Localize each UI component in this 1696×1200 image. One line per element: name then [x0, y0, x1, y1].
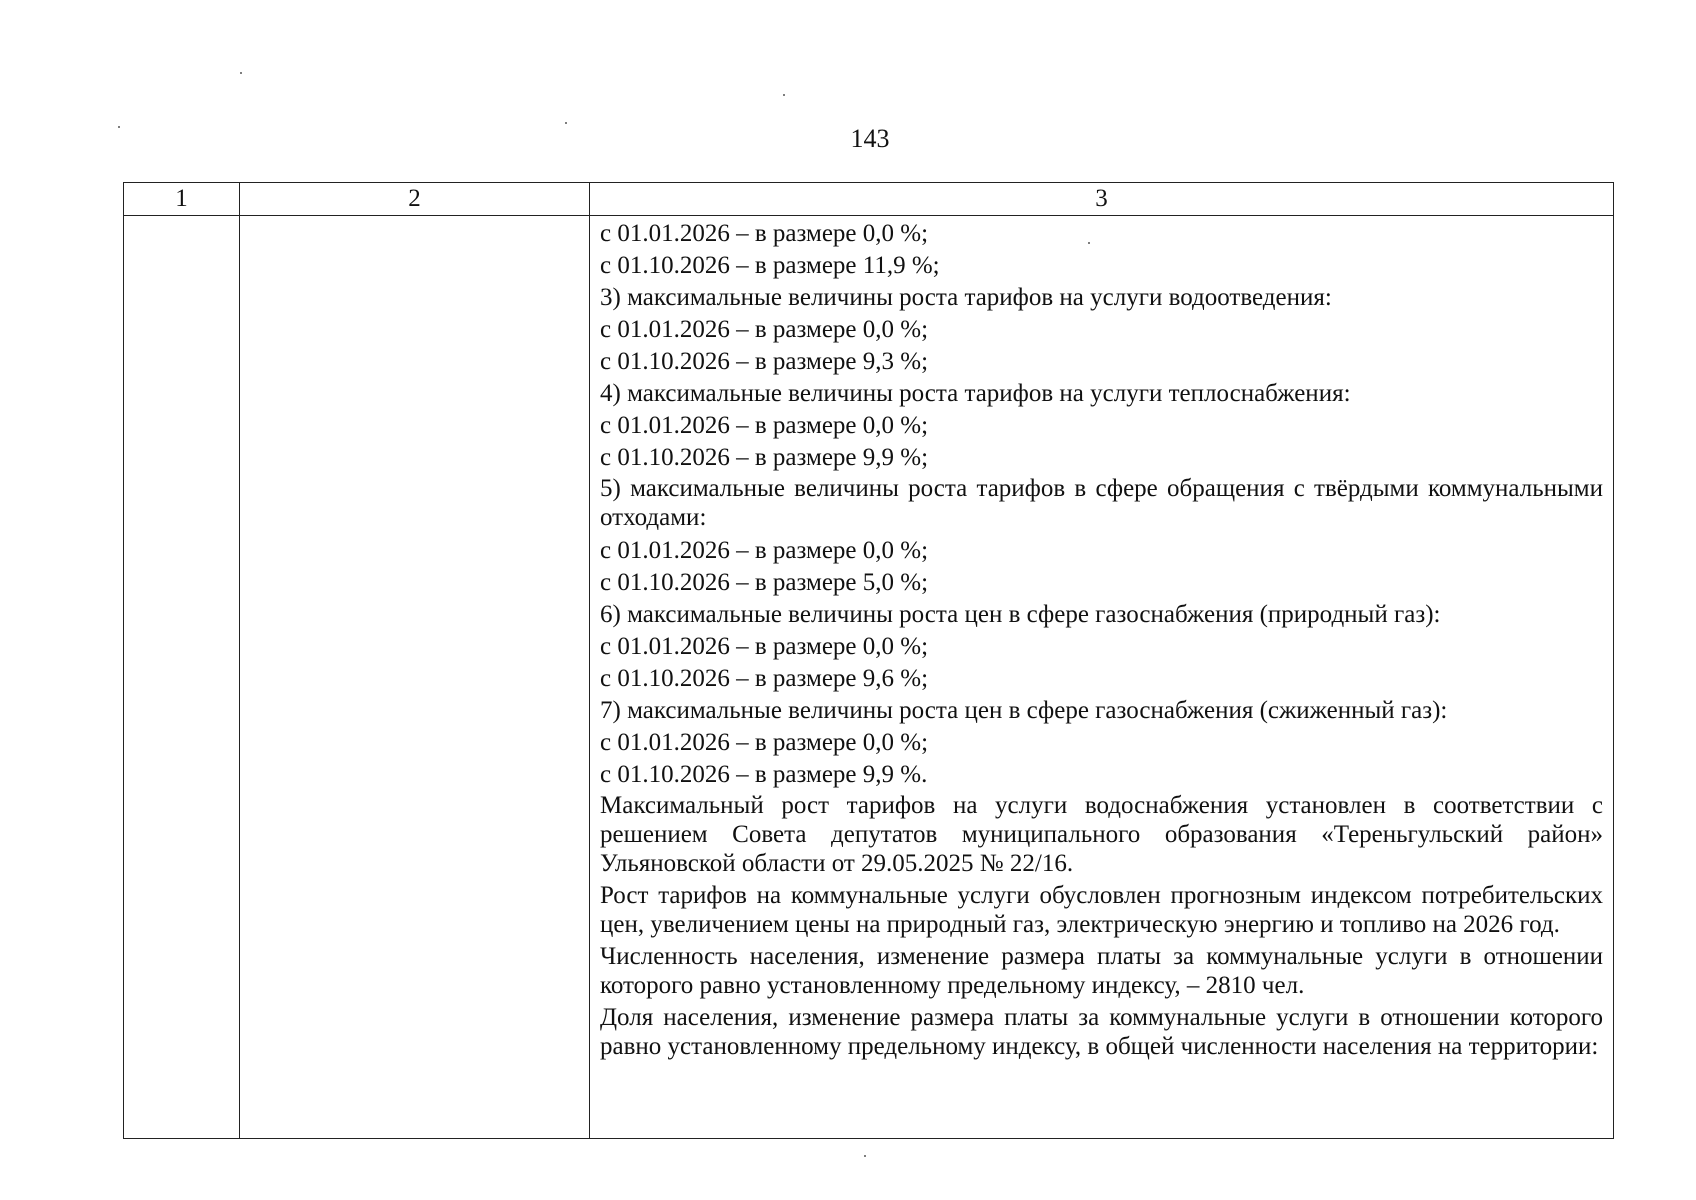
table-header-row — [124, 183, 1614, 216]
text-line: с 01.10.2026 – в размере 5,0 %; — [600, 569, 929, 596]
text-paragraph: Рост тарифов на коммунальные услуги обусловлен прогнозным индексом потребительских цен, увеличением цены на природный газ, электрическую энергию и топливо на 2026 год. — [600, 882, 1603, 938]
text-line: с 01.01.2026 – в размере 0,0 %; — [600, 537, 929, 564]
text-line: с 01.10.2026 – в размере 9,3 %; — [600, 348, 929, 375]
scan-speck — [240, 72, 242, 74]
text-paragraph-item5: 5) максимальные величины роста тарифов в сфере обращения с твёрдыми коммунальными отходами: — [600, 475, 1603, 531]
scan-speck — [864, 1155, 866, 1157]
column-header-1: 1 — [124, 183, 240, 216]
text-line: 6) максимальные величины роста цен в сфере газоснабжения (природный газ): — [600, 601, 1441, 628]
document-table — [123, 182, 1614, 1139]
cell-column-1 — [124, 216, 240, 1139]
text-line: с 01.01.2026 – в размере 0,0 %; — [600, 729, 929, 756]
cell-column-2 — [240, 216, 590, 1139]
page-number: 143 — [850, 124, 890, 153]
text-paragraph: Максимальный рост тарифов на услуги водоснабжения установлен в соответствии с решением Совета депутатов муниципального образования «Тереньгульский район» Ульяновской области от 29.05.2025 № 22/16. — [600, 792, 1603, 877]
column-header-3: 3 — [590, 183, 1614, 216]
text-line: 7) максимальные величины роста цен в сфере газоснабжения (сжиженный газ): — [600, 697, 1448, 724]
text-line: 3) максимальные величины роста тарифов на услуги водоотведения: — [600, 284, 1332, 311]
table-row — [124, 216, 1614, 1139]
text-paragraph: Численность населения, изменение размера платы за коммунальные услуги в отношении которого равно установленному предельному индексу, – 2810 чел. — [600, 943, 1603, 999]
text-line: с 01.01.2026 – в размере 0,0 %; — [600, 316, 929, 343]
scan-speck — [783, 94, 785, 96]
text-line: с 01.10.2026 – в размере 9,9 %. — [600, 761, 928, 788]
text-line: с 01.10.2026 – в размере 11,9 %; — [600, 252, 940, 279]
text-paragraph: Доля населения, изменение размера платы за коммунальные услуги в отношении которого равно установленному предельному индексу, в общей численности населения на территории: — [600, 1004, 1603, 1060]
column-header-2: 2 — [240, 183, 590, 216]
text-line: 4) максимальные величины роста тарифов на услуги теплоснабжения: — [600, 380, 1351, 407]
text-line: с 01.10.2026 – в размере 9,9 %; — [600, 444, 929, 471]
text-line: с 01.01.2026 – в размере 0,0 %; — [600, 633, 929, 660]
text-line: с 01.10.2026 – в размере 9,6 %; — [600, 665, 929, 692]
text-line: с 01.01.2026 – в размере 0,0 %; — [600, 412, 929, 439]
cell-column-3 — [590, 216, 1614, 1139]
text-line: с 01.01.2026 – в размере 0,0 %; — [600, 220, 929, 247]
